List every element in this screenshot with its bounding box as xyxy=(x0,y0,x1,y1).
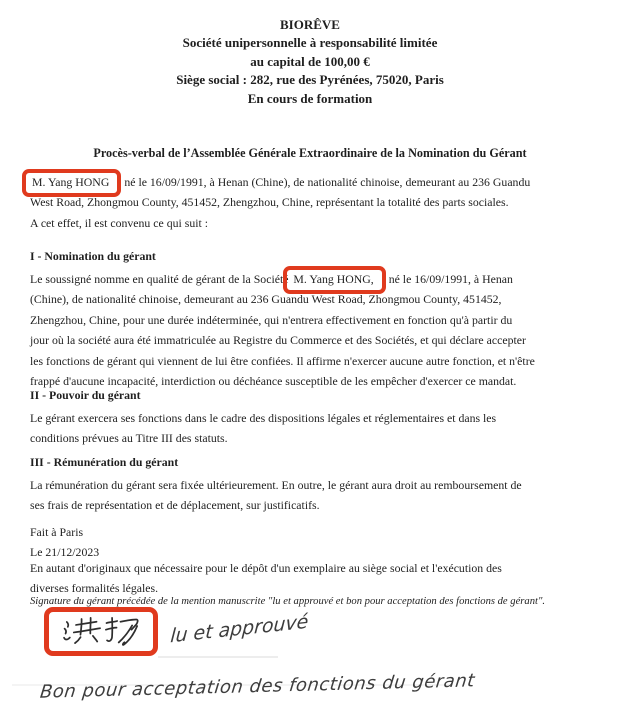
section-2-heading: II - Pouvoir du gérant xyxy=(30,388,141,402)
section-1-line-4: jour où la société aura été immatriculée au Registre du Commerce et des Sociétés, et qui déclare accepter xyxy=(30,333,526,348)
closing-copies-line-2: diverses formalités légales. xyxy=(30,581,159,596)
closing-date: Le 21/12/2023 xyxy=(30,545,100,560)
section-3-line-1: La rémunération du gérant sera fixée ultérieurement. En outre, le gérant aura droit au remboursement de xyxy=(30,478,522,492)
company-header xyxy=(0,16,620,108)
company-name: BIORÊVE xyxy=(280,17,340,32)
signature-mention-note: Signature du gérant précédée de la mention manuscrite "lu et approuvé et bon pour acceptation des fonctions de gérant". xyxy=(30,596,546,607)
section-1-line-1-pre: Le soussigné nomme en qualité de gérant de la Société xyxy=(30,272,289,286)
closing-copies-paragraph xyxy=(30,558,592,599)
document-title: Procès-verbal de l’Assemblée Générale Extraordinaire de la Nomination du Gérant xyxy=(93,146,527,160)
section-1-line-6: frappé d'aucune incapacité, interdiction ou déchéance susceptible de les empêcher d'exercer ce mandat. xyxy=(30,373,517,388)
section-1-line-3: Zhengzhou, Chine, pour une durée indéterminée, qui n'entrera effectivement en fonction qu'à partir du xyxy=(30,312,513,327)
company-address: Siège social : 282, rue des Pyrénées, 75020, Paris xyxy=(176,72,444,88)
closing-place-date xyxy=(30,522,592,563)
section-2-line-1: Le gérant exercera ses fonctions dans le cadre des dispositions légales et réglementaires et dans les xyxy=(30,411,497,425)
closing-copies-line-1: En autant d'originaux que nécessaire pour le dépôt d'un exemplaire au siège social et l'exécution des xyxy=(30,561,502,575)
intro-line-1-rest: né le 16/09/1991, à Henan (Chine), de nationalité chinoise, demeurant au 236 Guandu xyxy=(124,175,531,189)
company-status: En cours de formation xyxy=(247,90,373,106)
section-1-line-2: (Chine), de nationalité chinoise, demeurant au 236 Guandu West Road, Zhongmou County, 451452, xyxy=(30,292,502,307)
section-3-heading: III - Rémunération du gérant xyxy=(30,455,179,469)
section-3-paragraph xyxy=(30,475,592,516)
section-1-heading: I - Nomination du gérant xyxy=(30,249,156,263)
intro-line-3: A cet effet, il est convenu ce qui suit : xyxy=(30,215,208,230)
intro-line-1 xyxy=(30,172,592,192)
section-1-paragraph xyxy=(30,269,592,391)
section-1-line-5: les fonctions de gérant qui viennent de lui être confiées. Il affirme n'exercer aucune autre fonction, et n'être xyxy=(30,353,535,368)
company-legal-form: Société unipersonnelle à responsabilité limitée xyxy=(182,35,438,51)
section-1-line-1 xyxy=(30,269,592,289)
intro-line-2: West Road, Zhongmou County, 451452, Zhengzhou, Chine, représentant la totalité des parts sociales. xyxy=(30,195,509,210)
section-2-line-2: conditions prévues au Titre III des statuts. xyxy=(30,431,228,446)
scan-artifact-line-short xyxy=(158,656,278,658)
section-3-line-2: ses frais de représentation et de déplacement, sur justificatifs. xyxy=(30,498,320,513)
handwritten-lu-et-approuve: lu et approuvé xyxy=(169,610,310,648)
highlighted-name-1: M. Yang HONG xyxy=(32,175,110,189)
handwritten-signature-hong-yang xyxy=(54,615,148,648)
highlighted-name-2: M. Yang HONG, xyxy=(293,272,374,286)
closing-place: Fait à Paris xyxy=(30,525,84,539)
intro-paragraph xyxy=(30,172,592,233)
company-capital: au capital de 100,00 € xyxy=(250,53,370,69)
section-1-line-1-post: né le 16/09/1991, à Henan xyxy=(388,272,513,286)
handwritten-bon-pour-acceptation: Bon pour acceptation des fonctions du gérant xyxy=(38,670,476,703)
section-2-paragraph xyxy=(30,408,592,449)
highlight-box-signature xyxy=(44,607,158,656)
